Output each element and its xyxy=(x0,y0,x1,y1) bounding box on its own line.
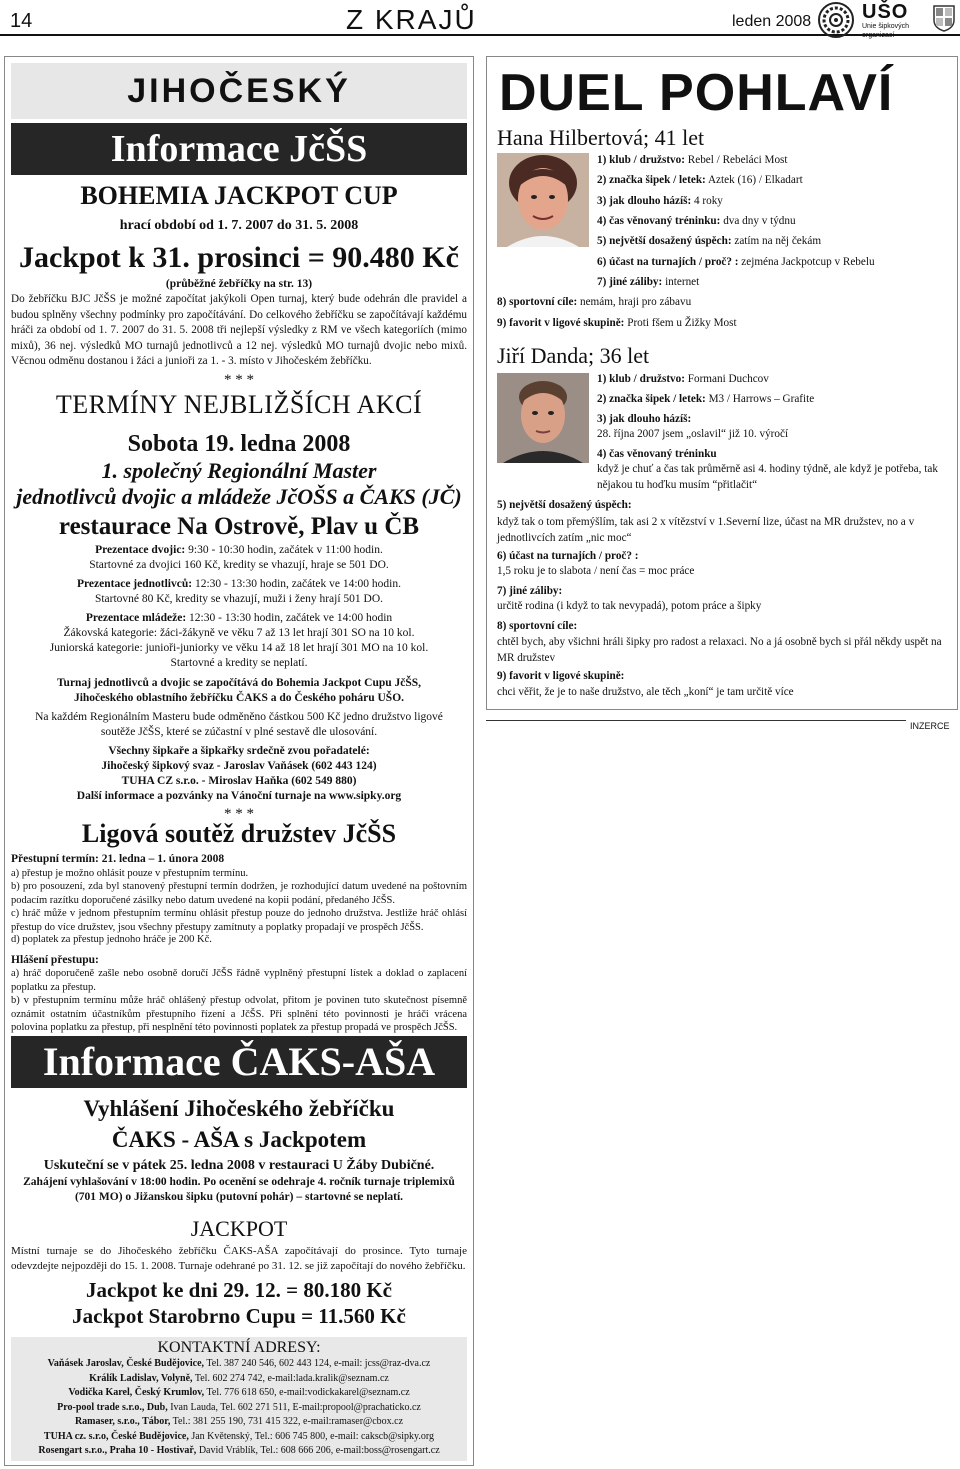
report-rule-b: b) v přestupním termínu může hráč ohlášený přestup odvolat, přitom je povinen tuto skutečnost písemně oznámit ostatním účastníkům přestupního řízení a JčŠS. Při splnění této povinnosti je hráči vrácena polovina poplatku za přestup, při nesplnění této povinnosti poplatek za přestup propadá ve prospěch JčŠS. xyxy=(11,995,467,1033)
organizer-1: Jihočeský šipkový svaz - Jaroslav Vaňásek (602 443 124) xyxy=(101,760,377,772)
youth-category-1: Žákovská kategorie: žáci-žákyně ve věku 7 až 13 let hrají 301 SO na 10 kol. xyxy=(63,627,415,639)
transfer-rule-d: d) poplatek za přestup jednoho hráče je 200 Kč. xyxy=(11,934,212,945)
p2-more-label: 6) účast na turnajích / proč? : xyxy=(497,550,639,562)
event-venue: restaurace Na Ostrově, Plav u ČB xyxy=(58,513,420,540)
right-column xyxy=(486,56,958,710)
portrait-icon xyxy=(497,153,589,247)
ceremony-time-2: (701 MO) o Jižanskou šipku (putovní pohár) – startovné se neplatí. xyxy=(74,1191,404,1203)
ceremony-time-1: Zahájení vyhlašování v 18:00 hodin. Po ocenění se odehraje 4. ročník turnaje triplemixů xyxy=(23,1176,455,1188)
p2-more-label: 8) sportovní cíle: xyxy=(497,620,578,632)
counted-line-1: Turnaj jednotlivců a dvojic se započítává do Bohemia Jackpot Cupu JčŠS, xyxy=(56,677,422,689)
page-header xyxy=(0,0,960,39)
p2-item: 4) čas věnovaný tréninku xyxy=(597,448,717,460)
terms-title: TERMÍNY NEJBLIŽŠÍCH AKCÍ xyxy=(55,390,423,419)
event-name-2: jednotlivců dvojic a mládeže JčOŠS a ČAKS (JČ) xyxy=(16,484,462,509)
p2-more-label: 7) jiné záliby: xyxy=(497,585,563,597)
jackpot-title: JACKPOT xyxy=(190,1216,288,1241)
p1-item: 1) klub / družstvo: Rebel / Rebeláci Most xyxy=(597,154,788,166)
section-title: Z KRAJŮ xyxy=(346,4,477,35)
event-name-1: 1. společný Regionální Master xyxy=(101,458,377,483)
person-2-photo xyxy=(497,373,589,463)
person-1-photo xyxy=(497,153,589,247)
p1-item: 9) favorit v ligové skupině: Proti fšem u Žižky Most xyxy=(497,317,737,329)
youth-schedule: Prezentace mládeže: 12:30 - 13:30 hodin, začátek ve 14:00 hodin xyxy=(85,612,393,624)
play-period: hrací období od 1. 7. 2007 do 31. 5. 2008 xyxy=(119,218,359,233)
p2-more-value: když tak o tom přemýšlím, tak asi 2 x vítězství v 1.Severní lize, účast na MR družstev, no a v jednotlivcích zatím „nic moc“ xyxy=(497,516,915,544)
p2-item: 3) jak dlouho házíš: xyxy=(597,413,692,425)
p1-item: 2) značka šipek / letek: Aztek (16) / Elkadart xyxy=(597,174,803,186)
person-1-name: Hana Hilbertová; 41 let xyxy=(497,125,705,150)
ladder-text: Do žebříčku BJC JčŠS je možné započítat jakýkoli Open turnaj, který bude odehrán dle pravidel a budou splněny všechny podmínky pro započítávání. Do celkového žebříčku se započítávají každému hráči za období od 1. 7. 2007 do 31. 5. 2008 tři nejlepší výsledky z RM ve všech kategoriích (mimo mixů), 36 nej. výsledků MO turnajů jednotlivců a 12 nej. výsledků MO turnajů dvojic nebo mixů. Věcnou odměnu dostanou i žáci a junioři za 1. - 3. místo v Jihočeském žebříčku. xyxy=(11,293,467,367)
uso-logo-text: UŠO xyxy=(862,1,909,23)
more-info-link: Další informace a pozvánky na Vánoční turnaje na www.sipky.org xyxy=(76,790,402,802)
p1-item: 7) jiné záliby: internet xyxy=(597,276,700,288)
left-column xyxy=(4,56,474,1466)
p2-item: 2) značka šipek / letek: M3 / Harrows – Grafite xyxy=(597,393,815,405)
contacts-list xyxy=(11,1357,467,1459)
league-title: Ligová soutěž družstev JčŠS xyxy=(81,819,397,848)
report-title: Hlášení přestupu: xyxy=(11,954,99,966)
inzerce-divider xyxy=(486,720,906,721)
reward-line-1: Na každém Regionálním Masteru bude odměněno částkou 500 Kč jedno družstvo ligové xyxy=(35,711,443,723)
inzerce-label: INZERCE xyxy=(910,721,950,731)
pairs-fee: Startovné za dvojici 160 Kč, kredity se vhazují, hraje se 501 DO. xyxy=(89,559,389,571)
ladder-announce-1: Vyhlášení Jihočeského žebříčku xyxy=(83,1096,395,1121)
p2-more-label: 9) favorit v ligové skupině: xyxy=(497,670,625,682)
p1-item: 8) sportovní cíle: nemám, hraji pro zábavu xyxy=(497,296,692,308)
report-rule-a: a) hráč doporučeně zašle nebo osobně doručí JčŠS řádně vyplněný přestupní lístek a doklad o zaplacení poplatku za přestup. xyxy=(11,968,467,993)
portrait-icon xyxy=(497,373,589,463)
p2-item: 1) klub / družstvo: Formani Duchcov xyxy=(597,373,769,385)
reward-line-2: soutěže JčŠS, které se zúčastní v plné sestavě dle ulosování. xyxy=(100,726,378,738)
ladder-announce-2: ČAKS - AŠA s Jackpotem xyxy=(111,1127,367,1152)
youth-fee: Startovné a kredity se neplatí. xyxy=(170,657,308,669)
youth-category-2: Juniorská kategorie: junioři-juniorky ve věku 14 až 18 let hrají 301 MO na 10 kol. xyxy=(49,642,429,654)
divider-stars-2: * * * xyxy=(224,806,254,822)
person-2-name: Jiří Danda; 36 let xyxy=(497,343,650,368)
uso-logo xyxy=(862,1,926,39)
contact-item: Vodička Karel, Český Krumlov, Tel. 776 618 650, e-mail:vodickakarel@seznam.cz xyxy=(68,1387,410,1398)
p1-item: 3) jak dlouho házíš: 4 roky xyxy=(597,195,723,207)
p2-item: když je chuť a čas tak průměrně asi 4. hodiny týdně, ale když je potřeba, tak nějakou tu hoďku musím “přitlačit“ xyxy=(597,463,938,491)
p2-more-label: 5) největší dosažený úspěch: xyxy=(497,499,632,511)
cup-title: BOHEMIA JACKPOT CUP xyxy=(80,181,398,210)
p2-item: 28. října 2007 jsem „oslavil“ již 10. výročí xyxy=(597,428,789,440)
p2-more-value: chci věřit, že je to naše družstvo, ale těch „koní“ je tam určitě více xyxy=(497,686,794,698)
contacts-box xyxy=(11,1337,467,1461)
page-number: 14 xyxy=(10,10,33,32)
region-title: JIHOČESKÝ xyxy=(11,63,467,119)
crest-icon xyxy=(932,4,956,32)
singles-schedule: Prezentace jednotlivců: 12:30 - 13:30 hodin, začátek ve 14:00 hodin. xyxy=(77,578,401,590)
pairs-schedule: Prezentace dvojic: 9:30 - 10:30 hodin, začátek v 11:00 hodin. xyxy=(95,544,383,556)
contacts-title: KONTAKTNÍ ADRESY: xyxy=(157,1339,321,1356)
contact-item: Vaňásek Jaroslav, České Budějovice, Tel. 387 240 546, 602 443 124, e-mail: jcss@raz-dva.cz xyxy=(47,1358,431,1369)
info-jcss-banner: Informace JčŠS xyxy=(11,123,467,175)
jackpot-date: Jackpot ke dni 29. 12. = 80.180 Kč xyxy=(86,1278,392,1302)
jackpot-text: Místní turnaje se do Jihočeského žebříčku ČAKS-AŠA započítávají do prosince. Tyto turnaje odevzdejte nejpozději do 15. 1. 2008. Turnaje odehrané po 31. 12. se již započítají do nového žebříčku. xyxy=(11,1245,467,1272)
p2-more-value: 1,5 roku je to slabota / není čas = moc práce xyxy=(497,565,695,577)
counted-line-2: Jihočeského oblastního žebříčku ČAKS a do Českého poháru UŠO. xyxy=(73,692,405,704)
p1-item: 5) největší dosažený úspěch: zatím na něj čekám xyxy=(597,235,822,247)
organizer-2: TUHA CZ s.r.o. - Miroslav Haňka (602 549 880) xyxy=(121,775,357,787)
dartboard-logo-icon xyxy=(818,2,854,38)
contact-item: Rosengart s.r.o., Praha 10 - Hostivař, David Vráblík, Tel.: 608 666 206, e-mail:boss@rosengart.cz xyxy=(38,1445,440,1456)
jackpot-starobrno: Jackpot Starobrno Cupu = 11.560 Kč xyxy=(72,1304,406,1328)
uso-logo-subtext: Unie šipkových organizací xyxy=(862,23,910,39)
transfer-rule-c: c) hráč může v jednom přestupním termínu ohlásit přestup pouze do jednoho družstva. Jestliže hráč ohlásí přestup do více družstev, jsou všechny přestupy zamítnuty a poplatky propadají ve prospěch JčŠS. xyxy=(11,908,467,933)
transfer-rule-b: b) pro posouzení, zda byl stanovený přestupní termín dodržen, je rozhodující datum uvedené na poštovním podacím razítku doporučené zásilky nebo datum uvedené na kopii podání, předaného JčŠS. xyxy=(11,881,467,906)
contact-item: Králík Ladislav, Volyně, Tel. 602 274 742, e-mail:lada.kralik@seznam.cz xyxy=(89,1372,389,1384)
duel-title: DUEL POHLAVÍ xyxy=(499,64,894,122)
event-date: Sobota 19. ledna 2008 xyxy=(127,431,351,457)
divider-stars: * * * xyxy=(224,372,254,388)
p2-more-value: určitě rodina (i když to tak nevypadá), potom práce a šipky xyxy=(497,600,762,612)
contact-item: Ramaser, s.r.o., Tábor, Tel.: 381 255 190, 731 415 322, e-mail:ramaser@cbox.cz xyxy=(74,1416,404,1427)
info-caks-banner: Informace ČAKS-AŠA xyxy=(11,1036,467,1088)
contact-item: Pro-pool trade s.r.o., Dub, Ivan Lauda, Tel. 602 271 511, E-mail:propool@prachaticko.cz xyxy=(57,1401,421,1413)
p1-item: 6) účast na turnajích / proč? : zejména Jackpotcup v Rebelu xyxy=(597,256,875,268)
ladder-reference: (průběžné žebříčky na str. 13) xyxy=(165,278,313,290)
invite-line: Všechny šipkaře a šipkařky srdečně zvou pořadatelé: xyxy=(108,745,370,757)
transfer-rule-a: a) přestup je možno ohlásit pouze v přestupním termínu. xyxy=(11,868,249,879)
contact-item: TUHA cz. s.r.o, České Budějovice, Jan Květenský, Tel.: 606 745 800, e-mail: cakscb@sipky.org xyxy=(43,1430,435,1442)
singles-fee: Startovné 80 Kč, kredity se vhazují, muži i ženy hrají 501 DO. xyxy=(94,593,384,605)
p2-more-value: chtěl bych, aby všichni hráli šipky pro radost a relaxaci. No a já osobně bych si přál někdy uspět na MR družstev xyxy=(497,636,942,664)
transfer-term: Přestupní termín: 21. ledna – 1. února 2008 xyxy=(11,853,225,865)
issue-date: leden 2008 xyxy=(732,13,812,30)
jackpot-amount: Jackpot k 31. prosinci = 90.480 Kč xyxy=(19,241,459,274)
p1-item: 4) čas věnovaný tréninku: dva dny v týdnu xyxy=(597,215,796,227)
ceremony-date: Uskuteční se v pátek 25. ledna 2008 v restauraci U Žáby Dubičné. xyxy=(43,1158,435,1173)
